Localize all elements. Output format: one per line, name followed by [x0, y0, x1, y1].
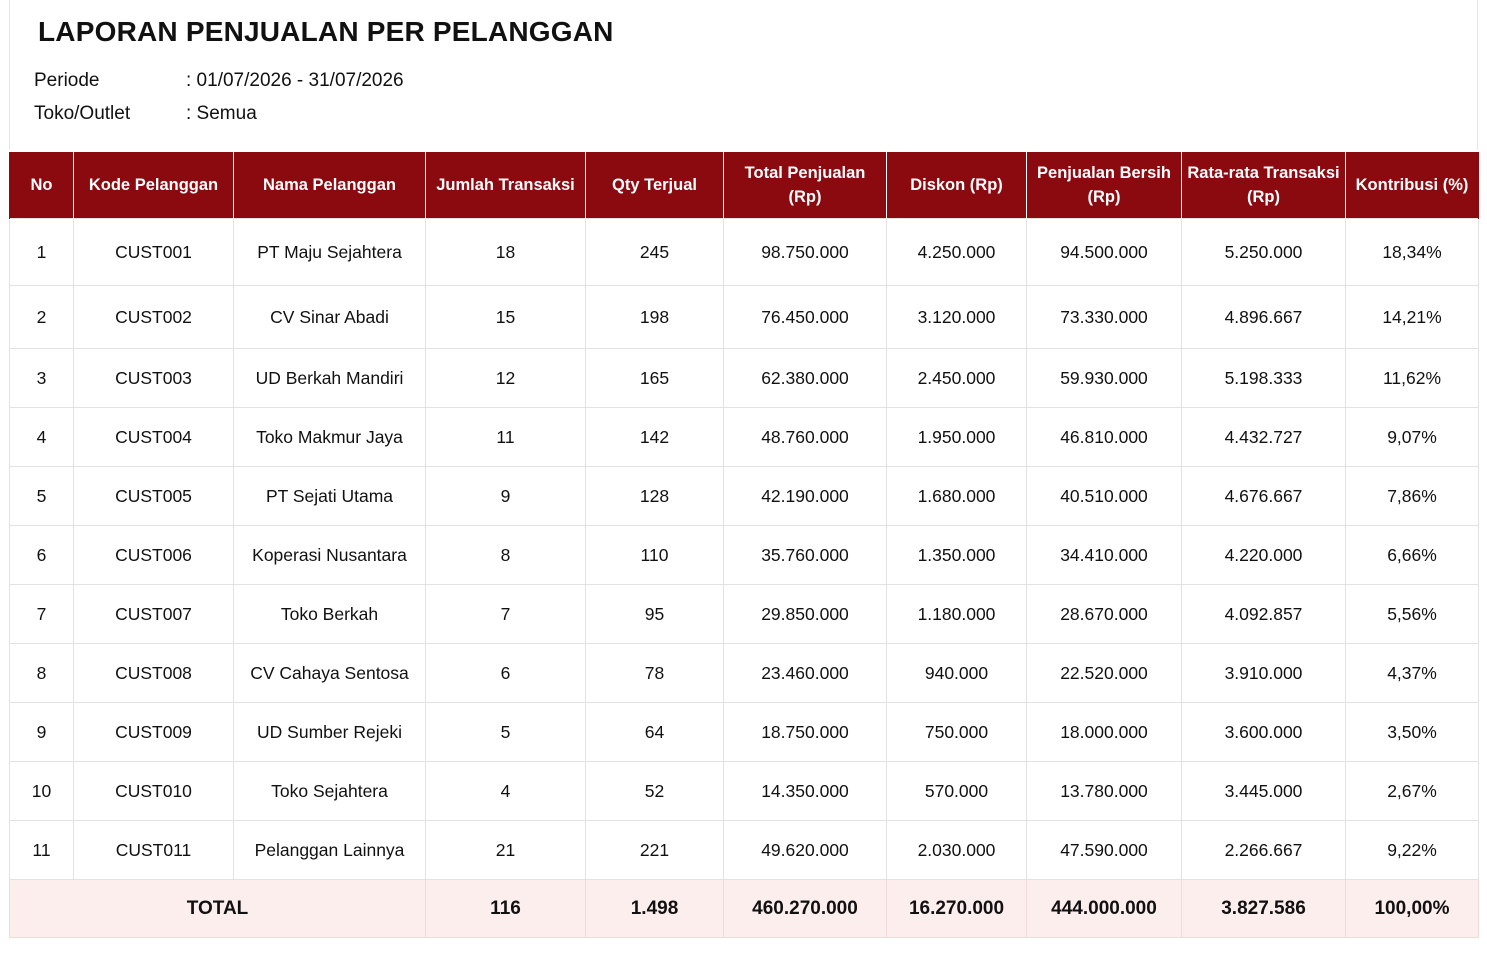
header-no[interactable]: No	[10, 152, 74, 219]
cell-nama-pelanggan[interactable]: Toko Sejahtera	[234, 762, 426, 821]
cell-qty-terjual[interactable]: 128	[586, 467, 724, 526]
cell-kontribusi[interactable]: 3,50%	[1346, 703, 1479, 762]
cell-kode-pelanggan[interactable]: CUST001	[74, 219, 234, 286]
header-rata-rata-transaksi[interactable]: Rata-rata Transaksi (Rp)	[1182, 152, 1346, 219]
total-kontribusi[interactable]: 100,00%	[1346, 880, 1479, 938]
cell-diskon[interactable]: 1.180.000	[887, 585, 1027, 644]
cell-total-penjualan[interactable]: 29.850.000	[724, 585, 887, 644]
cell-kode-pelanggan[interactable]: CUST011	[74, 821, 234, 880]
table-row	[10, 408, 1479, 467]
cell-total-penjualan[interactable]: 49.620.000	[724, 821, 887, 880]
cell-qty-terjual[interactable]: 142	[586, 408, 724, 467]
cell-total-penjualan[interactable]: 14.350.000	[724, 762, 887, 821]
cell-jumlah-transaksi[interactable]: 15	[426, 286, 586, 349]
cell-diskon[interactable]: 2.450.000	[887, 349, 1027, 408]
period-row	[34, 70, 404, 92]
cell-diskon[interactable]: 3.120.000	[887, 286, 1027, 349]
cell-penjualan-bersih[interactable]: 22.520.000	[1027, 644, 1182, 703]
header-total-penjualan[interactable]: Total Penjualan (Rp)	[724, 152, 887, 219]
total-total-penjualan[interactable]: 460.270.000	[724, 880, 887, 938]
cell-kontribusi[interactable]: 9,07%	[1346, 408, 1479, 467]
cell-nama-pelanggan[interactable]: CV Sinar Abadi	[234, 286, 426, 349]
cell-jumlah-transaksi[interactable]: 6	[426, 644, 586, 703]
cell-diskon[interactable]: 940.000	[887, 644, 1027, 703]
cell-diskon[interactable]: 4.250.000	[887, 219, 1027, 286]
cell-kode-pelanggan[interactable]: CUST009	[74, 703, 234, 762]
cell-nama-pelanggan[interactable]: UD Sumber Rejeki	[234, 703, 426, 762]
cell-kontribusi[interactable]: 4,37%	[1346, 644, 1479, 703]
cell-no[interactable]: 6	[10, 526, 74, 585]
cell-jumlah-transaksi[interactable]: 21	[426, 821, 586, 880]
cell-kode-pelanggan[interactable]: CUST006	[74, 526, 234, 585]
cell-no[interactable]: 8	[10, 644, 74, 703]
cell-nama-pelanggan[interactable]: Pelanggan Lainnya	[234, 821, 426, 880]
cell-diskon[interactable]: 1.950.000	[887, 408, 1027, 467]
cell-total-penjualan[interactable]: 23.460.000	[724, 644, 887, 703]
cell-total-penjualan[interactable]: 98.750.000	[724, 219, 887, 286]
cell-qty-terjual[interactable]: 245	[586, 219, 724, 286]
cell-kontribusi[interactable]: 5,56%	[1346, 585, 1479, 644]
total-rata-rata-transaksi[interactable]: 3.827.586	[1182, 880, 1346, 938]
table-row	[10, 762, 1479, 821]
cell-kontribusi[interactable]: 7,86%	[1346, 467, 1479, 526]
cell-kode-pelanggan[interactable]: CUST002	[74, 286, 234, 349]
cell-no[interactable]: 2	[10, 286, 74, 349]
cell-qty-terjual[interactable]: 198	[586, 286, 724, 349]
cell-total-penjualan[interactable]: 35.760.000	[724, 526, 887, 585]
outlet-row	[34, 103, 257, 125]
cell-rata-rata-transaksi[interactable]: 4.432.727	[1182, 408, 1346, 467]
outlet-label: Toko/Outlet	[34, 103, 131, 124]
cell-total-penjualan[interactable]: 48.760.000	[724, 408, 887, 467]
report-title: LAPORAN PENJUALAN PER PELANGGAN	[38, 16, 614, 47]
table-row	[10, 349, 1479, 408]
cell-jumlah-transaksi[interactable]: 9	[426, 467, 586, 526]
cell-no[interactable]: 5	[10, 467, 74, 526]
table-row	[10, 585, 1479, 644]
sheet-gridline-right	[1477, 0, 1478, 150]
table-row	[10, 219, 1479, 286]
cell-kode-pelanggan[interactable]: CUST004	[74, 408, 234, 467]
cell-total-penjualan[interactable]: 42.190.000	[724, 467, 887, 526]
table-header-row	[10, 152, 1479, 219]
cell-rata-rata-transaksi[interactable]: 4.092.857	[1182, 585, 1346, 644]
cell-jumlah-transaksi[interactable]: 11	[426, 408, 586, 467]
period-value: : 01/07/2026 - 31/07/2026	[186, 70, 404, 91]
header-nama-pelanggan[interactable]: Nama Pelanggan	[234, 152, 426, 219]
cell-kontribusi[interactable]: 18,34%	[1346, 219, 1479, 286]
cell-nama-pelanggan[interactable]: PT Sejati Utama	[234, 467, 426, 526]
total-jumlah-transaksi[interactable]: 116	[426, 880, 586, 938]
total-penjualan-bersih[interactable]: 444.000.000	[1027, 880, 1182, 938]
cell-penjualan-bersih[interactable]: 73.330.000	[1027, 286, 1182, 349]
cell-penjualan-bersih[interactable]: 47.590.000	[1027, 821, 1182, 880]
cell-total-penjualan[interactable]: 76.450.000	[724, 286, 887, 349]
cell-rata-rata-transaksi[interactable]: 4.896.667	[1182, 286, 1346, 349]
cell-kode-pelanggan[interactable]: CUST005	[74, 467, 234, 526]
table-row	[10, 821, 1479, 880]
cell-no[interactable]: 3	[10, 349, 74, 408]
cell-kode-pelanggan[interactable]: CUST008	[74, 644, 234, 703]
cell-nama-pelanggan[interactable]: CV Cahaya Sentosa	[234, 644, 426, 703]
cell-diskon[interactable]: 2.030.000	[887, 821, 1027, 880]
cell-rata-rata-transaksi[interactable]: 3.910.000	[1182, 644, 1346, 703]
cell-rata-rata-transaksi[interactable]: 5.198.333	[1182, 349, 1346, 408]
cell-kode-pelanggan[interactable]: CUST003	[74, 349, 234, 408]
cell-jumlah-transaksi[interactable]: 5	[426, 703, 586, 762]
cell-rata-rata-transaksi[interactable]: 4.220.000	[1182, 526, 1346, 585]
cell-nama-pelanggan[interactable]: Koperasi Nusantara	[234, 526, 426, 585]
cell-nama-pelanggan[interactable]: UD Berkah Mandiri	[234, 349, 426, 408]
cell-qty-terjual[interactable]: 95	[586, 585, 724, 644]
cell-no[interactable]: 4	[10, 408, 74, 467]
cell-penjualan-bersih[interactable]: 59.930.000	[1027, 349, 1182, 408]
cell-no[interactable]: 7	[10, 585, 74, 644]
total-label[interactable]: TOTAL	[10, 880, 426, 938]
cell-diskon[interactable]: 570.000	[887, 762, 1027, 821]
period-label: Periode	[34, 70, 100, 91]
cell-jumlah-transaksi[interactable]: 12	[426, 349, 586, 408]
cell-qty-terjual[interactable]: 52	[586, 762, 724, 821]
cell-penjualan-bersih[interactable]: 18.000.000	[1027, 703, 1182, 762]
cell-kontribusi[interactable]: 2,67%	[1346, 762, 1479, 821]
cell-qty-terjual[interactable]: 78	[586, 644, 724, 703]
header-kode-pelanggan[interactable]: Kode Pelanggan	[74, 152, 234, 219]
cell-rata-rata-transaksi[interactable]: 3.445.000	[1182, 762, 1346, 821]
header-kontribusi[interactable]: Kontribusi (%)	[1346, 152, 1479, 219]
cell-qty-terjual[interactable]: 64	[586, 703, 724, 762]
table-row	[10, 286, 1479, 349]
cell-diskon[interactable]: 1.680.000	[887, 467, 1027, 526]
cell-penjualan-bersih[interactable]: 13.780.000	[1027, 762, 1182, 821]
cell-diskon[interactable]: 750.000	[887, 703, 1027, 762]
cell-kontribusi[interactable]: 9,22%	[1346, 821, 1479, 880]
total-row	[10, 880, 1479, 938]
cell-kontribusi[interactable]: 11,62%	[1346, 349, 1479, 408]
sales-per-customer-table	[9, 152, 1479, 938]
cell-jumlah-transaksi[interactable]: 4	[426, 762, 586, 821]
cell-penjualan-bersih[interactable]: 94.500.000	[1027, 219, 1182, 286]
total-diskon[interactable]: 16.270.000	[887, 880, 1027, 938]
cell-jumlah-transaksi[interactable]: 8	[426, 526, 586, 585]
cell-no[interactable]: 1	[10, 219, 74, 286]
cell-penjualan-bersih[interactable]: 28.670.000	[1027, 585, 1182, 644]
header-jumlah-transaksi[interactable]: Jumlah Transaksi	[426, 152, 586, 219]
cell-diskon[interactable]: 1.350.000	[887, 526, 1027, 585]
cell-total-penjualan[interactable]: 62.380.000	[724, 349, 887, 408]
cell-rata-rata-transaksi[interactable]: 2.266.667	[1182, 821, 1346, 880]
cell-no[interactable]: 11	[10, 821, 74, 880]
cell-kontribusi[interactable]: 14,21%	[1346, 286, 1479, 349]
header-penjualan-bersih[interactable]: Penjualan Bersih (Rp)	[1027, 152, 1182, 219]
cell-total-penjualan[interactable]: 18.750.000	[724, 703, 887, 762]
cell-kode-pelanggan[interactable]: CUST007	[74, 585, 234, 644]
cell-kontribusi[interactable]: 6,66%	[1346, 526, 1479, 585]
cell-qty-terjual[interactable]: 165	[586, 349, 724, 408]
cell-penjualan-bersih[interactable]: 40.510.000	[1027, 467, 1182, 526]
cell-rata-rata-transaksi[interactable]: 4.676.667	[1182, 467, 1346, 526]
cell-rata-rata-transaksi[interactable]: 5.250.000	[1182, 219, 1346, 286]
outlet-value: : Semua	[186, 103, 257, 124]
cell-qty-terjual[interactable]: 110	[586, 526, 724, 585]
table-row	[10, 644, 1479, 703]
cell-kode-pelanggan[interactable]: CUST010	[74, 762, 234, 821]
header-qty-terjual[interactable]: Qty Terjual	[586, 152, 724, 219]
cell-jumlah-transaksi[interactable]: 18	[426, 219, 586, 286]
cell-nama-pelanggan[interactable]: Toko Berkah	[234, 585, 426, 644]
cell-no[interactable]: 10	[10, 762, 74, 821]
cell-no[interactable]: 9	[10, 703, 74, 762]
sheet-gridline-left	[9, 0, 10, 150]
total-qty-terjual[interactable]: 1.498	[586, 880, 724, 938]
table-row	[10, 703, 1479, 762]
cell-rata-rata-transaksi[interactable]: 3.600.000	[1182, 703, 1346, 762]
cell-penjualan-bersih[interactable]: 46.810.000	[1027, 408, 1182, 467]
cell-nama-pelanggan[interactable]: Toko Makmur Jaya	[234, 408, 426, 467]
header-diskon[interactable]: Diskon (Rp)	[887, 152, 1027, 219]
cell-qty-terjual[interactable]: 221	[586, 821, 724, 880]
cell-penjualan-bersih[interactable]: 34.410.000	[1027, 526, 1182, 585]
cell-nama-pelanggan[interactable]: PT Maju Sejahtera	[234, 219, 426, 286]
cell-jumlah-transaksi[interactable]: 7	[426, 585, 586, 644]
table-row	[10, 526, 1479, 585]
table-row	[10, 467, 1479, 526]
